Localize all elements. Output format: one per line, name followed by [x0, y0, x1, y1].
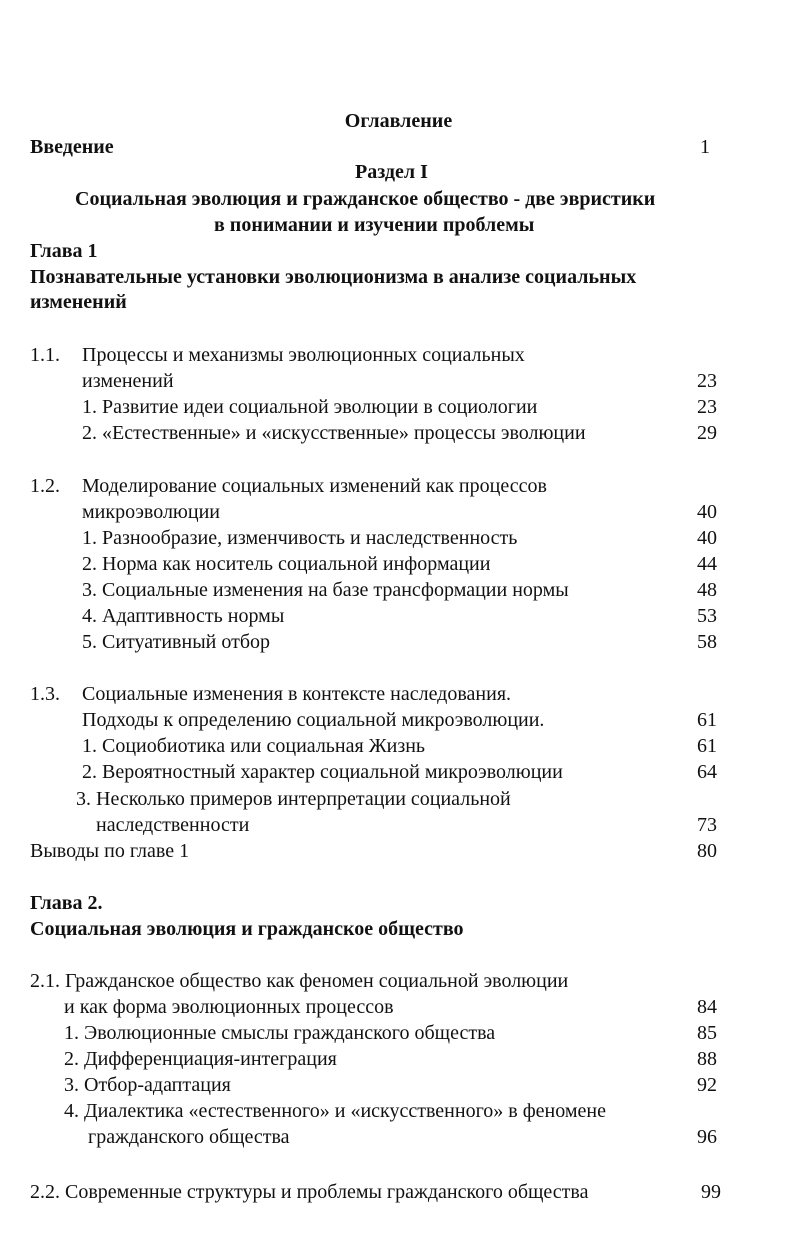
section-1-3-page: 61 [697, 709, 717, 731]
section-1-2-item-5: 5. Ситуативный отбор [82, 631, 270, 653]
section-1-2-item-2: 2. Норма как носитель социальной информации [82, 553, 491, 575]
section-1-3-title-line1: Социальные изменения в контексте наследования. [82, 683, 512, 705]
section-title-line2: в понимании и изучении проблемы [214, 214, 535, 236]
section-1-2-title-line2: микроэволюции [82, 501, 220, 523]
section-1-1-item-2-page: 29 [697, 422, 717, 444]
section-1-3-item-1: 1. Социобиотика или социальная Жизнь [82, 735, 426, 757]
chapter1-label: Глава 1 [30, 240, 98, 262]
section-2-1-item-2-page: 88 [697, 1048, 717, 1070]
section-1-2-number: 1.2. [30, 475, 60, 497]
section-1-3-item-2: 2. Вероятностный характер социальной микроэволюции [82, 761, 563, 783]
section-1-2-item-3-page: 48 [697, 579, 717, 601]
intro-label: Введение [30, 136, 114, 158]
section-1-3-item-3-line1: 3. Несколько примеров интерпретации социальной [76, 788, 511, 810]
section-2-1-item-1: 1. Эволюционные смыслы гражданского общества [64, 1022, 496, 1044]
chapter1-conclusion: Выводы по главе 1 [30, 840, 190, 862]
section-1-3-number: 1.3. [30, 683, 60, 705]
section-1-2-item-4-page: 53 [697, 605, 717, 627]
chapter2-label: Глава 2. [30, 892, 103, 914]
section-1-2-item-2-page: 44 [697, 553, 717, 575]
section-1-3-item-1-page: 61 [697, 735, 717, 757]
section-1-3-item-3-page: 73 [697, 814, 717, 836]
chapter2-title: Социальная эволюция и гражданское общество [30, 918, 464, 940]
section-2-1-item-4-page: 96 [697, 1126, 717, 1148]
section-1-3-item-2-page: 64 [697, 761, 717, 783]
chapter1-title-line2: изменений [30, 291, 127, 313]
chapter1-title-line1: Познавательные установки эволюционизма в анализе социальных [30, 266, 637, 288]
section-1-2-page: 40 [697, 501, 717, 523]
section-2-1-title-line1: 2.1. Гражданское общество как феномен социальной эволюции [30, 970, 569, 992]
section-1-1-title-line1: Процессы и механизмы эволюционных социальных [82, 344, 525, 366]
section-1-1-number: 1.1. [30, 344, 60, 366]
section-1-2-item-1-page: 40 [697, 527, 717, 549]
section-1-1-item-2: 2. «Естественные» и «искусственные» процессы эволюции [82, 422, 586, 444]
section-title-line1: Социальная эволюция и гражданское общество - две эвристики [75, 188, 656, 210]
section-label: Раздел I [355, 161, 428, 183]
section-1-2-item-5-page: 58 [697, 631, 717, 653]
section-2-1-item-3-page: 92 [697, 1074, 717, 1096]
section-1-2-item-3: 3. Социальные изменения на базе трансформации нормы [82, 579, 569, 601]
section-1-1-page: 23 [697, 370, 717, 392]
section-1-2-title-line1: Моделирование социальных изменений как процессов [82, 475, 547, 497]
section-2-1-item-3: 3. Отбор-адаптация [64, 1074, 231, 1096]
section-1-1-item-1-page: 23 [697, 396, 717, 418]
section-2-1-item-4-line1: 4. Диалектика «естественного» и «искусственного» в феномене [64, 1100, 606, 1122]
section-2-1-item-1-page: 85 [697, 1022, 717, 1044]
section-2-2-page: 99 [701, 1181, 721, 1203]
section-2-1-page: 84 [697, 996, 717, 1018]
intro-page: 1 [700, 136, 710, 158]
section-2-1-title-line2: и как форма эволюционных процессов [64, 996, 394, 1018]
chapter1-conclusion-page: 80 [697, 840, 717, 862]
section-2-1-item-4-line2: гражданского общества [88, 1126, 290, 1148]
section-1-3-title-line2: Подходы к определению социальной микроэволюции. [82, 709, 545, 731]
section-2-2: 2.2. Современные структуры и проблемы гражданского общества [30, 1181, 589, 1203]
section-2-1-item-2: 2. Дифференциация-интеграция [64, 1048, 337, 1070]
section-1-1-title-line2: изменений [82, 370, 174, 392]
section-1-2-item-4: 4. Адаптивность нормы [82, 605, 285, 627]
toc-title: Оглавление [344, 110, 453, 132]
section-1-3-item-3-line2: наследственности [96, 814, 250, 836]
section-1-1-item-1: 1. Развитие идеи социальной эволюции в социологии [82, 396, 538, 418]
section-1-2-item-1: 1. Разнообразие, изменчивость и наследственность [82, 527, 518, 549]
